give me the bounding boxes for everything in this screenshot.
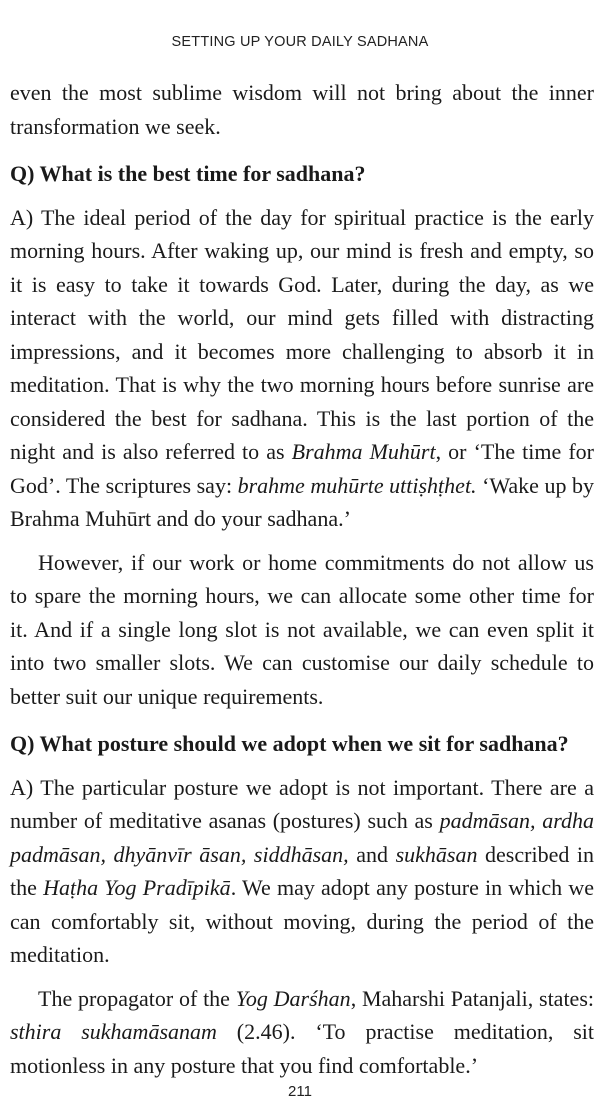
sanskrit-quote: brahme muhūrte uttiṣhṭhet. xyxy=(237,472,477,498)
paragraph-alternative-time: However, if our work or home commitments do not allow us to spare the morning hours, we can allocate some other time for it. And if a single long slot is not available, we can even split it into two smaller slots. We can customise our daily schedule to better suit our unique requirements. xyxy=(10,549,594,709)
body-text xyxy=(10,76,594,1082)
answer-posture: A) The particular posture we adopt is not important. There are a number of meditative asanas (postures) such as padmāsan, ardha padmāsan, dhyānvīr āsan, siddhāsan, and sukhāsan described in the Haṭha Yog Pradīpikā. We may adopt any posture in which we can comfortably sit, without moving, during the period of the meditation. xyxy=(10,774,595,967)
answer-text: described in the xyxy=(10,841,595,900)
answer-text: , or ‘The time for God’. The scriptures say: xyxy=(10,439,595,498)
answer-best-time xyxy=(10,201,594,536)
answer-text: . We may adopt any posture in which we can comfortably sit, without moving, during the period of the meditation. xyxy=(10,875,594,967)
question-heading-posture: Q) What posture should we adopt when we sit for sadhana? xyxy=(10,731,569,756)
sutra-quote: sthira sukhamāsanam xyxy=(10,1019,217,1044)
asana-name: padmāsan, xyxy=(439,808,536,833)
question-heading-best-time: Q) What is the best time for sadhana? xyxy=(10,161,366,186)
page-number: 211 xyxy=(288,1083,312,1100)
running-head: SETTING UP YOUR DAILY SADHANA xyxy=(171,34,429,50)
paragraph-patanjali: The propagator of the Yog Darśhan, Maharshi Patanjali, states: sthira sukhamāsanam (2.46). ‘To practise meditation, sit motionless in any posture that you find comfortable.’ xyxy=(10,985,594,1078)
answer-text: A) The particular posture we adopt is not important. There are a number of meditative asanas (postures) such as xyxy=(10,774,594,833)
term-brahma-muhurt: Brahma Muhūrt xyxy=(291,439,436,464)
answer-text: A) The ideal period of the day for spiritual practice is the early morning hours. After waking up, our mind is fresh and empty, so it is easy to take it towards God. Later, during the day, as we interact with the world, our mind gets filled with distracting impressions, and it becomes more challenging to absorb it in meditation. That is why the two morning hours before sunrise are considered the best for sadhana. This is the last portion of the night and is also referred to as xyxy=(10,204,594,464)
answer-text: ‘Wake up by Brahma Muhūrt and do your sadhana.’ xyxy=(10,472,594,531)
book-title: Haṭha Yog Pradīpikā xyxy=(43,875,231,900)
asana-names: ardha padmāsan, dhyānvīr āsan, siddhāsan, xyxy=(10,808,594,867)
asana-name: sukhāsan xyxy=(395,841,478,867)
paragraph-continuation: even the most sublime wisdom will not bring about the inner transformation we seek. xyxy=(10,80,594,139)
book-title: Yog Darśhan xyxy=(235,985,351,1011)
